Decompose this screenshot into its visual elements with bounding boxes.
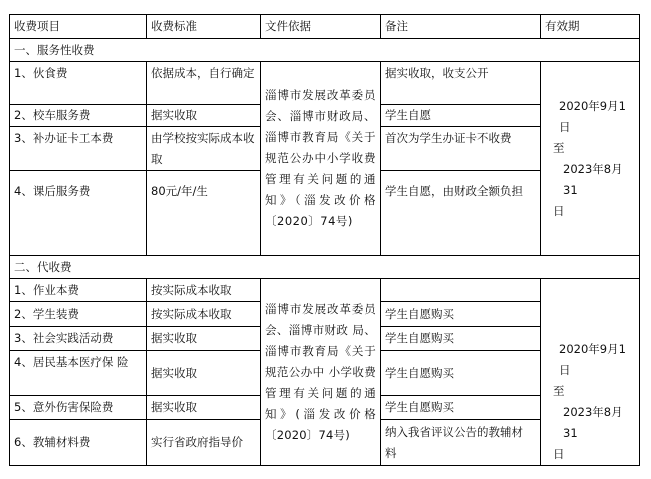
row-item: 1、作业本费 (10, 279, 147, 302)
row-item: 3、社会实践活动费 (10, 326, 147, 350)
header-remark: 备注 (381, 15, 541, 39)
row-standard: 据实收取 (147, 326, 261, 350)
row-remark: 学生自愿购买 (381, 326, 541, 350)
section-row (10, 39, 640, 62)
row-remark: 学生自愿购买 (381, 302, 541, 326)
valid-end-day: 日 (553, 203, 565, 218)
row-item: 6、教辅材料费 (10, 420, 147, 466)
row-standard: 据实收取 (147, 395, 261, 419)
row-remark: 学生自愿，由财政全额负担 (381, 171, 541, 256)
row-remark (381, 279, 541, 302)
row-item: 1、伙食费 (10, 62, 147, 105)
row-remark: 学生自愿购买 (381, 351, 541, 396)
section-title-service: 一、服务性收费 (10, 39, 640, 62)
valid-period-collection (541, 279, 640, 466)
row-remark: 据实收取，收支公开 (381, 62, 541, 105)
row-item: 2、校车服务费 (10, 105, 147, 127)
table-row (10, 62, 640, 105)
row-item: 4、课后服务费 (10, 171, 147, 256)
valid-to: 至 (553, 140, 565, 155)
row-standard: 据实收取 (147, 351, 261, 396)
header-basis: 文件依据 (261, 15, 381, 39)
row-item: 3、补办证卡工本费 (10, 127, 147, 171)
file-basis-service: 淄博市发展改革委员会、淄博市财政局、淄博市教育局《关于规范公办中小学收费管理有关问题的通知》（淄发改价格〔2020〕74号) (261, 62, 381, 256)
header-row (10, 15, 640, 39)
table-row (10, 279, 640, 302)
row-remark: 学生自愿购买 (381, 395, 541, 419)
valid-to: 至 (553, 384, 565, 398)
valid-start: 2020年9月1日 (559, 342, 626, 377)
row-remark: 首次为学生办证卡不收费 (381, 127, 541, 171)
row-remark: 学生自愿 (381, 105, 541, 127)
valid-end-day: 日 (553, 447, 565, 461)
row-standard: 依据成本，自行确定 (147, 62, 261, 105)
header-valid: 有效期 (541, 15, 640, 39)
valid-end: 2023年8月31 (563, 405, 623, 440)
valid-start: 2020年9月1日 (559, 98, 626, 134)
header-item: 收费项目 (10, 15, 147, 39)
header-standard: 收费标准 (147, 15, 261, 39)
row-standard: 实行省政府指导价 (147, 420, 261, 466)
row-item: 2、学生装费 (10, 302, 147, 326)
row-item: 4、居民基本医疗保 险 (10, 351, 147, 396)
row-standard: 按实际成本收取 (147, 279, 261, 302)
section-row (10, 256, 640, 279)
file-basis-collection: 淄博市发展改革委员会、淄博市财政 局、淄博市教育局《关于规范公办中 小学收费管理有关问题的通知》(淄发改价格〔2020〕74号) (261, 279, 381, 466)
row-standard: 按实际成本收取 (147, 302, 261, 326)
valid-end: 2023年8月31 (563, 161, 623, 197)
row-standard: 由学校按实际成本收取 (147, 127, 261, 171)
row-standard: 80元/年/生 (147, 171, 261, 256)
section-title-collection: 二、代收费 (10, 256, 640, 279)
row-item: 5、意外伤害保险费 (10, 395, 147, 419)
valid-period-service (541, 62, 640, 256)
fee-table (9, 14, 640, 466)
row-remark: 纳入我省评议公告的教辅材 料 (381, 420, 541, 466)
row-standard: 据实收取 (147, 105, 261, 127)
